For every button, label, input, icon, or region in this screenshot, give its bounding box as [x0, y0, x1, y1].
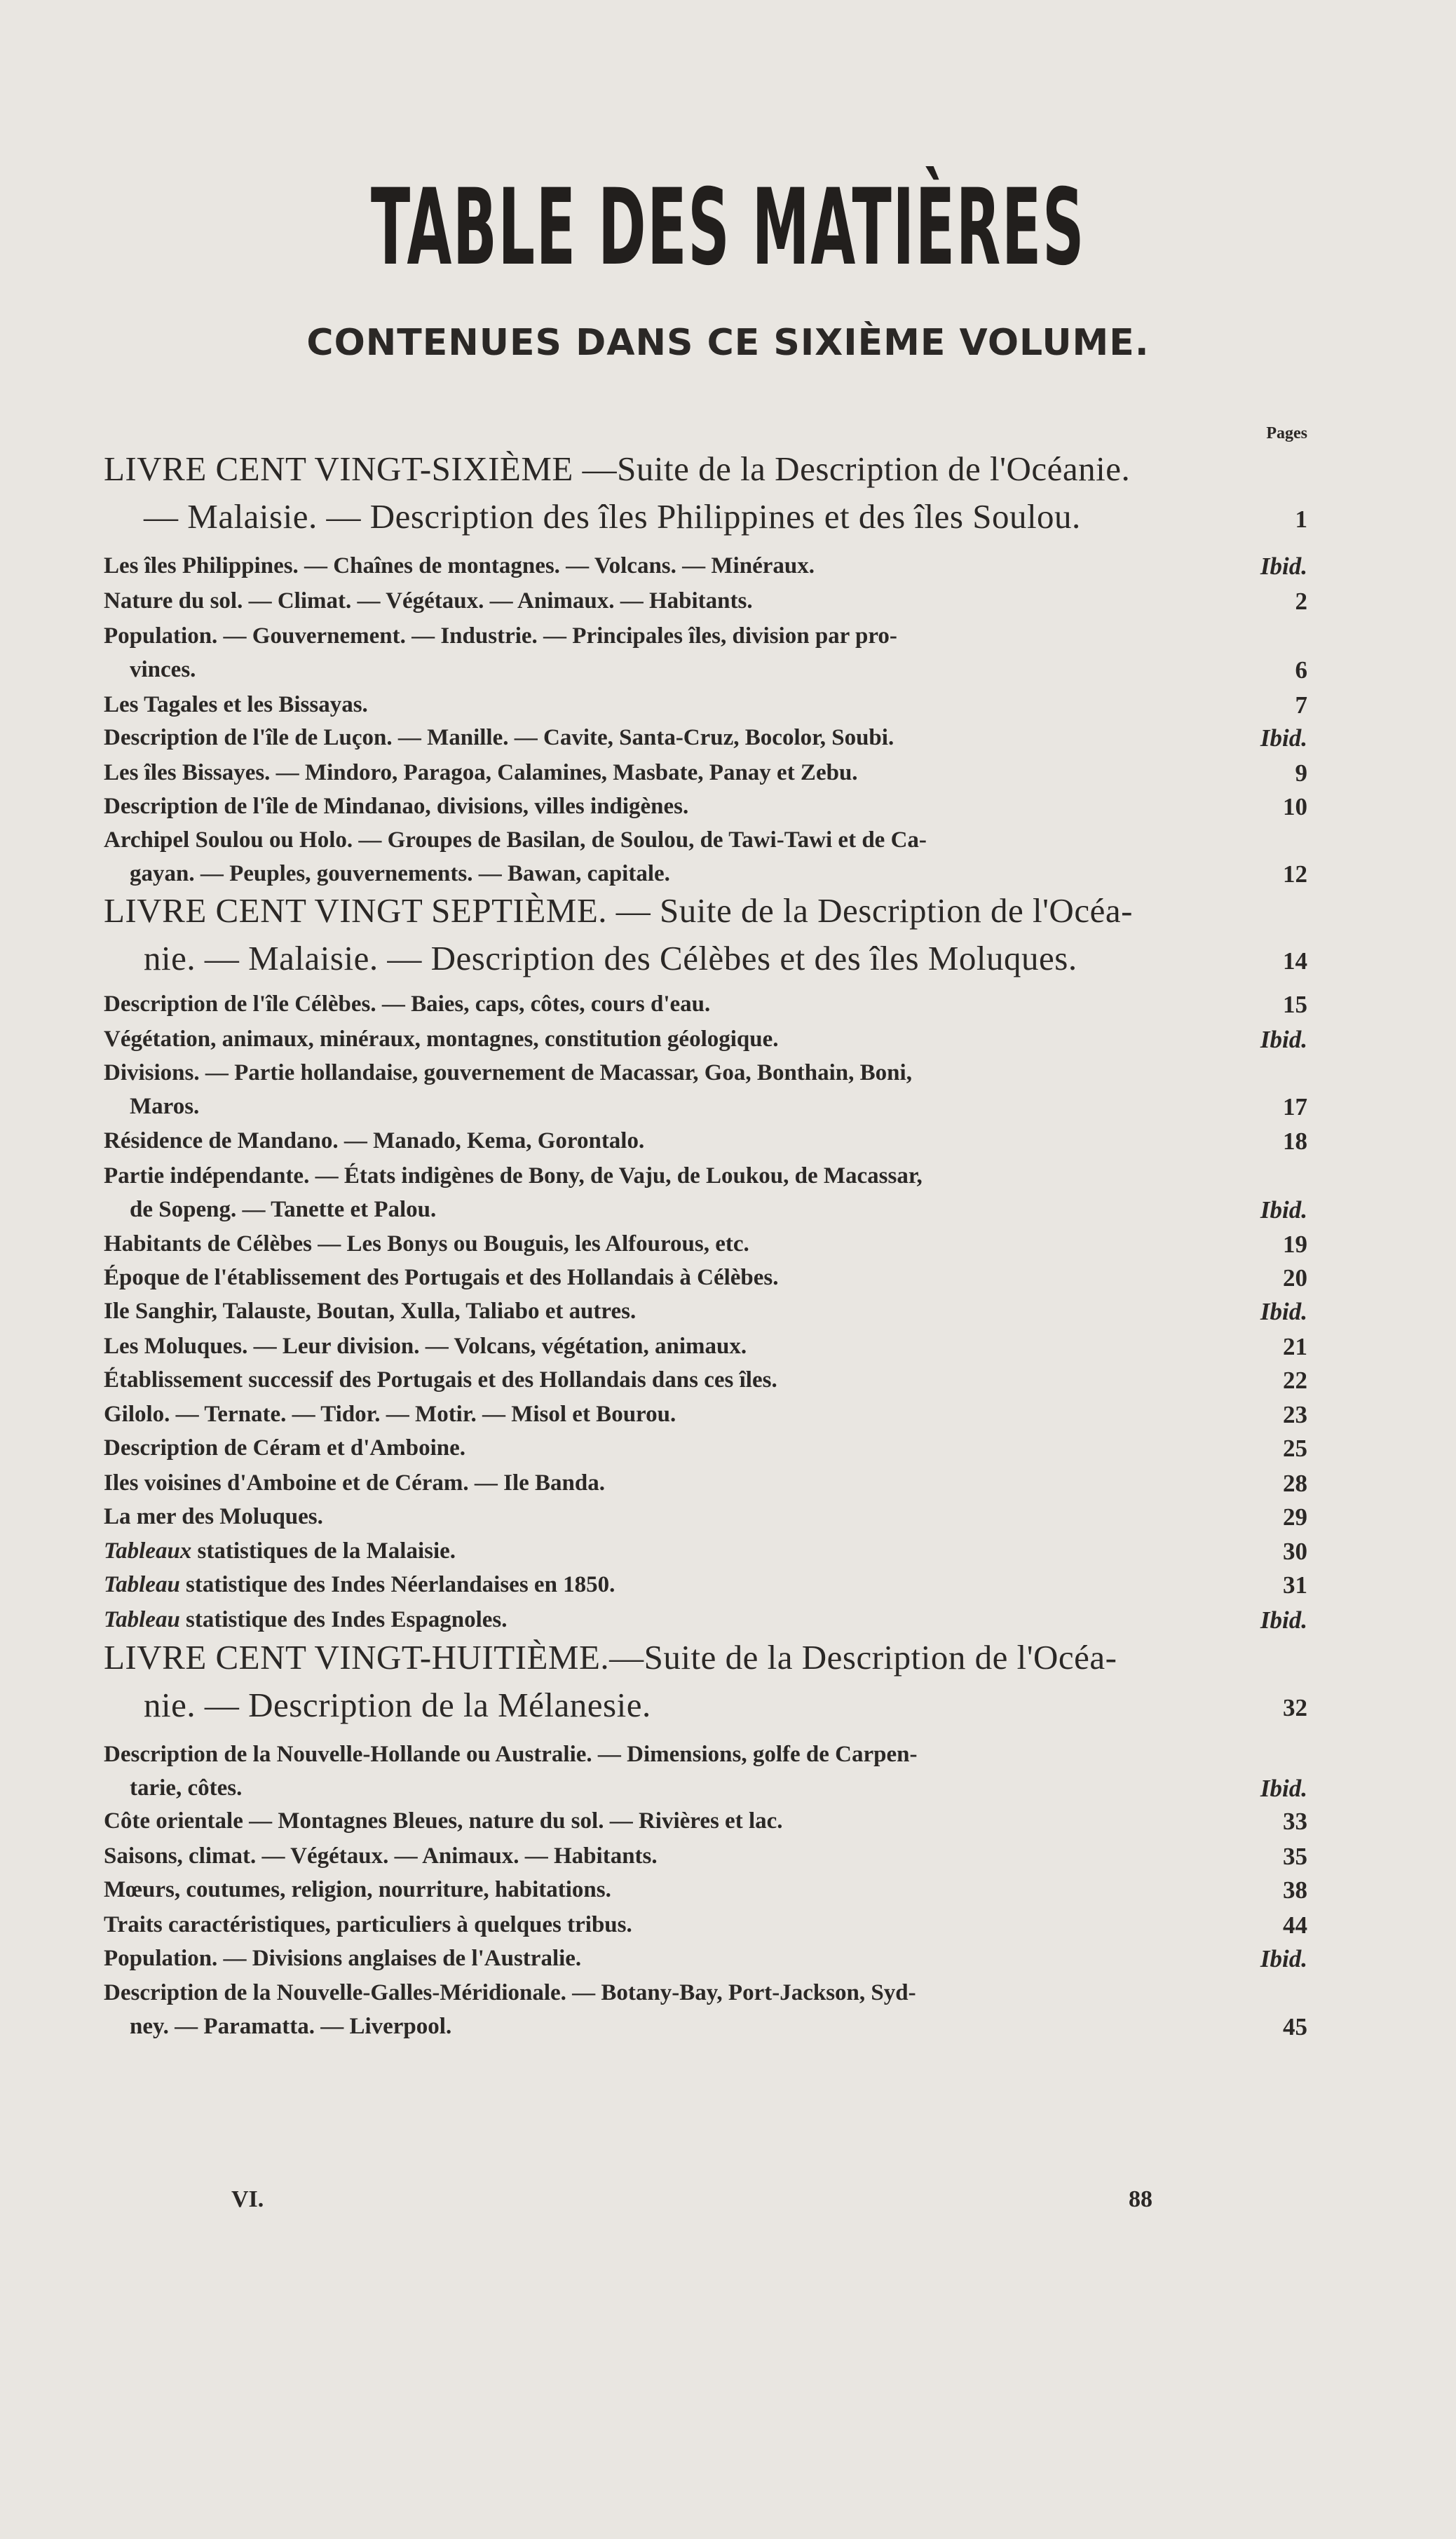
toc-entry-text: Établissement successif des Portugais et des Hollandais dans ces îles.: [104, 1367, 777, 1393]
toc-entry-text: Les îles Philippines. — Chaînes de montagnes. — Volcans. — Minéraux.: [104, 553, 815, 578]
toc-entry-text: gayan. — Peuples, gouvernements. — Bawan, capitale.: [130, 861, 670, 886]
toc-page-number: Ibid.: [1260, 1945, 1307, 1972]
toc-page-number: 22: [1283, 1367, 1307, 1394]
toc-page-number: 7: [1295, 691, 1307, 719]
toc-page-number: 2: [1295, 588, 1307, 615]
toc-page-number: Ibid.: [1260, 1606, 1307, 1634]
toc-entry-text: ney. — Paramatta. — Liverpool.: [130, 2014, 452, 2039]
toc-entry-text: Tableau statistique des Indes Espagnoles.: [104, 1607, 508, 1632]
toc-page-number: 9: [1295, 759, 1307, 787]
toc-entry-text: vinces.: [130, 657, 196, 682]
toc-entry-text: LIVRE CENT VINGT-HUITIÈME.—Suite de la Description de l'Océa-: [104, 1638, 1117, 1677]
toc-page-number: 21: [1283, 1333, 1307, 1360]
toc-entry-text: Résidence de Mandano. — Manado, Kema, Gorontalo.: [104, 1128, 645, 1153]
toc-page-number: 29: [1283, 1503, 1307, 1531]
toc-entry-text: Saisons, climat. — Végétaux. — Animaux. — Habitants.: [104, 1843, 658, 1869]
page-title: TABLE DES MATIÈRES: [370, 167, 1086, 289]
toc-entry-text: tarie, côtes.: [130, 1775, 243, 1801]
toc-page-number: Ibid.: [1260, 1775, 1307, 1802]
toc-entry-text: — Malaisie. — Description des îles Philippines et des îles Soulou.: [144, 497, 1081, 536]
toc-entry-text: Traits caractéristiques, particuliers à quelques tribus.: [104, 1912, 632, 1937]
toc-entry-text: Population. — Divisions anglaises de l'Australie.: [104, 1946, 582, 1971]
toc-page-number: 18: [1283, 1128, 1307, 1155]
toc-page-number: 31: [1283, 1571, 1307, 1599]
toc-entry-text: Les îles Bissayes. — Mindoro, Paragoa, Calamines, Masbate, Panay et Zebu.: [104, 760, 858, 785]
toc-entry-text: Iles voisines d'Amboine et de Céram. — Ile Banda.: [104, 1470, 606, 1496]
toc-page-number: 23: [1283, 1401, 1307, 1428]
page-subtitle: CONTENUES DANS CE SIXIÈME VOLUME.: [306, 322, 1150, 364]
toc-entry-text: Ile Sanghir, Talauste, Boutan, Xulla, Taliabo et autres.: [104, 1299, 637, 1324]
toc-page-number: 30: [1283, 1538, 1307, 1565]
toc-page-number: 35: [1283, 1843, 1307, 1870]
toc-entry-text: nie. — Malaisie. — Description des Célèbes et des îles Moluques.: [144, 939, 1077, 977]
toc-entry-text: La mer des Moluques.: [104, 1504, 323, 1529]
toc-entry-text: Nature du sol. — Climat. — Végétaux. — Animaux. — Habitants.: [104, 588, 753, 614]
toc-entry-text: Archipel Soulou ou Holo. — Groupes de Basilan, de Soulou, de Tawi-Tawi et de Ca-: [104, 827, 927, 853]
toc-entry-text: Tableau statistique des Indes Néerlandaises en 1850.: [104, 1572, 615, 1597]
volume-number: VI.: [231, 2186, 264, 2212]
pages-column-header: Pages: [1266, 424, 1307, 442]
toc-entry-text: LIVRE CENT VINGT-SIXIÈME —Suite de la Description de l'Océanie.: [104, 449, 1131, 488]
toc-page-number: 19: [1283, 1231, 1307, 1258]
toc-entry-text: nie. — Description de la Mélanesie.: [144, 1686, 651, 1724]
toc-entry-text: Habitants de Célèbes — Les Bonys ou Bouguis, les Alfourous, etc.: [104, 1231, 749, 1257]
toc-entry-text: Description de l'île de Mindanao, divisions, villes indigènes.: [104, 794, 689, 819]
toc-page-number: 12: [1283, 860, 1307, 888]
toc-page-number: 45: [1283, 2013, 1307, 2040]
toc-entry-text: Description de la Nouvelle-Galles-Méridionale. — Botany-Bay, Port-Jackson, Syd-: [104, 1980, 916, 2005]
toc-entry-text: Description de la Nouvelle-Hollande ou Australie. — Dimensions, golfe de Carpen-: [104, 1742, 918, 1767]
toc-entry-text: Végétation, animaux, minéraux, montagnes, constitution géologique.: [104, 1027, 779, 1052]
toc-entry-text: Les Tagales et les Bissayas.: [104, 692, 368, 717]
toc-page-number: 44: [1283, 1911, 1307, 1939]
toc-page-number: Ibid.: [1260, 1196, 1307, 1224]
toc-page-number: Ibid.: [1260, 553, 1307, 580]
toc-entry-text: Côte orientale — Montagnes Bleues, nature du sol. — Rivières et lac.: [104, 1808, 783, 1834]
toc-entry-text: Époque de l'établissement des Portugais et des Hollandais à Célèbes.: [104, 1265, 779, 1290]
toc-entry-text: LIVRE CENT VINGT SEPTIÈME. — Suite de la Description de l'Océa-: [104, 891, 1133, 930]
toc-page-number: 15: [1283, 991, 1307, 1018]
toc-entry-text: Population. — Gouvernement. — Industrie. — Principales îles, division par pro-: [104, 623, 897, 649]
toc-entry-text: de Sopeng. — Tanette et Palou.: [130, 1197, 437, 1222]
toc-page-number: Ibid.: [1260, 1298, 1307, 1325]
toc-page-number: 38: [1283, 1876, 1307, 1904]
toc-page-number: 32: [1283, 1694, 1307, 1721]
toc-page-number: Ibid.: [1260, 1026, 1307, 1053]
toc-entry-text: Description de l'île Célèbes. — Baies, caps, côtes, cours d'eau.: [104, 991, 711, 1017]
toc-entry-text: Gilolo. — Ternate. — Tidor. — Motir. — Misol et Bourou.: [104, 1402, 676, 1427]
toc-page-number: 14: [1283, 947, 1307, 975]
toc-entry-text: Description de l'île de Luçon. — Manille. — Cavite, Santa-Cruz, Bocolor, Soubi.: [104, 725, 894, 750]
toc-page-number: 20: [1283, 1264, 1307, 1292]
signature-mark: 88: [1129, 2186, 1152, 2212]
toc-entry-text: Mœurs, coutumes, religion, nourriture, habitations.: [104, 1877, 611, 1902]
toc-entry-text: Divisions. — Partie hollandaise, gouvernement de Macassar, Goa, Bonthain, Boni,: [104, 1060, 912, 1085]
toc-page-number: 10: [1283, 793, 1307, 820]
toc-entry-text: Tableaux statistiques de la Malaisie.: [104, 1538, 456, 1564]
toc-page-number: Ibid.: [1260, 724, 1307, 752]
toc-page-number: 17: [1283, 1093, 1307, 1120]
toc-page-number: 1: [1295, 506, 1307, 533]
toc-entry-text: Les Moluques. — Leur division. — Volcans, végétation, animaux.: [104, 1334, 747, 1359]
toc-page-number: 6: [1295, 656, 1307, 684]
toc-page-number: 33: [1283, 1808, 1307, 1835]
toc-entry-text: Description de Céram et d'Amboine.: [104, 1435, 466, 1461]
toc-page-number: 25: [1283, 1435, 1307, 1462]
toc-entry-text: Maros.: [130, 1094, 200, 1119]
toc-page-number: 28: [1283, 1470, 1307, 1497]
toc-entry-text: Partie indépendante. — États indigènes de Bony, de Vaju, de Loukou, de Macassar,: [104, 1163, 923, 1189]
